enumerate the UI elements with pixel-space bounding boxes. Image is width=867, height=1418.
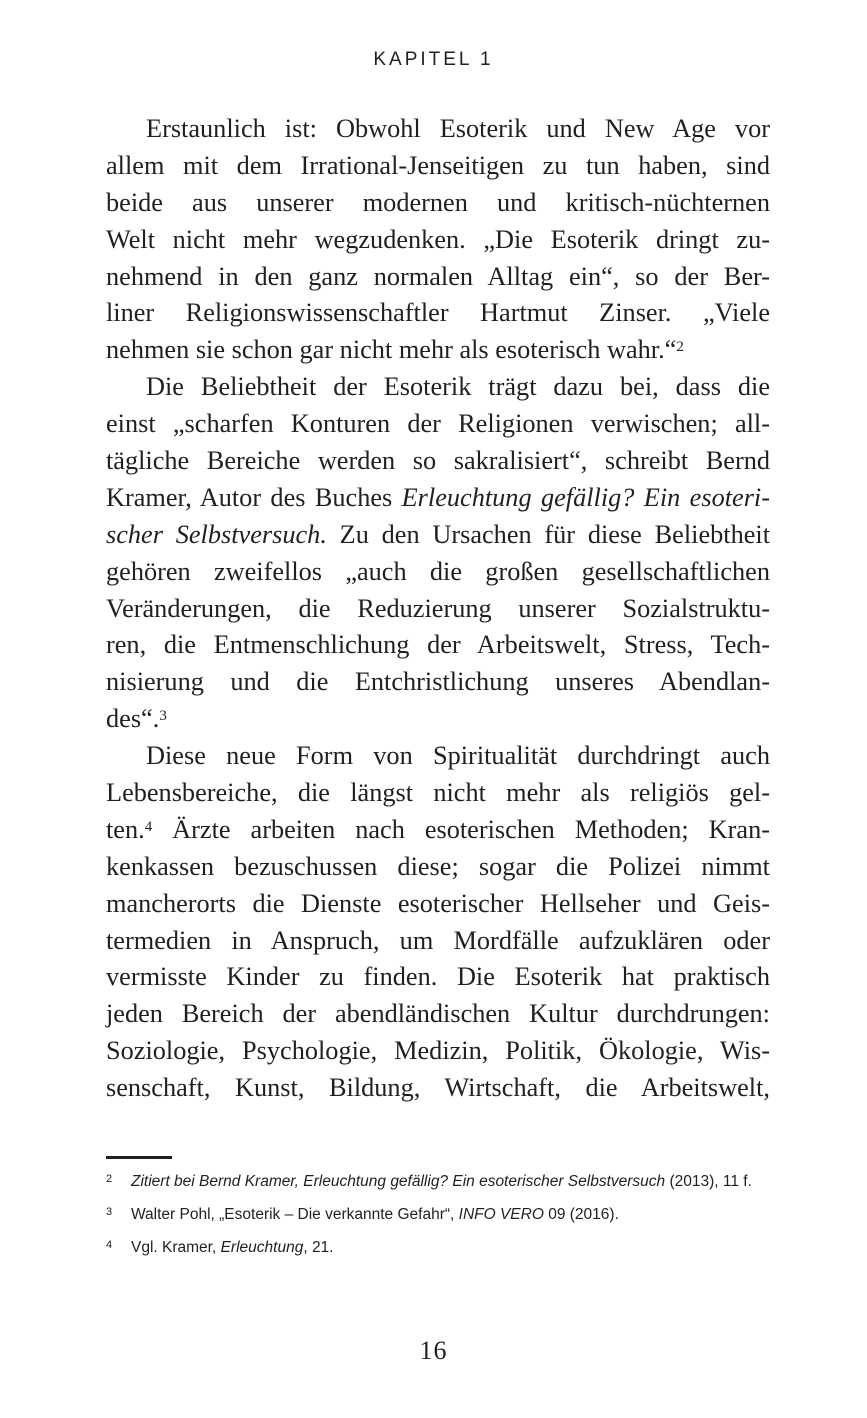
footnote-divider xyxy=(106,1156,172,1159)
text-line: ren, die Entmenschlichung der Arbeitswelt, Stress, Tech- xyxy=(106,630,770,660)
text-line: beide aus unserer modernen und kritisch-nüchternen xyxy=(106,187,770,217)
text-line: Soziologie, Psychologie, Medizin, Politik, Ökologie, Wis- xyxy=(106,1036,770,1066)
text-line: Lebensbereiche, die längst nicht mehr als religiös gel- xyxy=(106,778,770,808)
text-line: ten.$^4$ Ärzte arbeiten nach esoterischen Methoden; Kran- xyxy=(106,814,770,844)
text-line: nehmen sie schon gar nicht mehr als esoterisch wahr.“$^2$ xyxy=(106,335,684,365)
text-line: einst „scharfen Konturen der Religionen verwischen; all- xyxy=(106,409,770,439)
text-line: Welt nicht mehr wegzudenken. „Die Esoterik dringt zu- xyxy=(106,224,770,254)
text-line: kenkassen bezuschussen diese; sogar die Polizei nimmt xyxy=(106,851,770,881)
book-title: Erleuchtung gefällig? Ein esoteri- xyxy=(401,482,770,512)
text-line: nisierung und die Entchristlichung unseres Abendlan- xyxy=(106,667,770,697)
text-line: Die Beliebtheit der Esoterik trägt dazu bei, dass die xyxy=(146,372,770,402)
footnote-number: 4 xyxy=(106,1239,113,1251)
footnote xyxy=(106,1204,786,1226)
footnote-text: 09 (2016). xyxy=(543,1206,619,1223)
footnote-text: , 21. xyxy=(303,1239,334,1256)
footnote-ref: 4 xyxy=(144,818,153,835)
text-line: gehören zweifellos „auch die großen gesellschaftlichen xyxy=(106,556,770,586)
footnote-text: Walter Pohl, „Esoterik – Die verkannte Gefahr“, xyxy=(131,1206,459,1223)
footnote-text: Vgl. Kramer, xyxy=(131,1239,221,1256)
footnote-ref: 3 xyxy=(159,708,167,725)
text-line: jeden Bereich der abendländischen Kultur durchdrungen: xyxy=(106,999,770,1029)
text-line: des“.$^3$ xyxy=(106,704,167,734)
footnote xyxy=(106,1171,786,1193)
text-line: tägliche Bereiche werden so sakralisiert“, schreibt Bernd xyxy=(106,446,770,476)
footnote-number: 3 xyxy=(106,1206,113,1218)
text-line: liner Religionswissenschaftler Hartmut Zinser. „Viele xyxy=(106,298,770,328)
text-line: Kramer, Autor des Buches Erleuchtung gefällig? Ein esoteri- xyxy=(106,482,770,512)
page-number: 16 xyxy=(419,1336,448,1365)
running-header: KAPITEL 1 xyxy=(373,49,494,70)
footnote xyxy=(106,1237,786,1259)
text-line: Veränderungen, die Reduzierung unserer Sozialstruktu- xyxy=(106,593,770,623)
text-line: termedien in Anspruch, um Mordfälle aufzuklären oder xyxy=(106,925,770,955)
footnote-italic: Erleuchtung xyxy=(220,1239,304,1256)
text-line: scher Selbstversuch. Zu den Ursachen für diese Beliebtheit xyxy=(106,519,770,549)
footnote-italic: INFO VERO xyxy=(458,1206,544,1223)
text-line: senschaft, Kunst, Bildung, Wirtschaft, die Arbeitswelt, xyxy=(106,1073,770,1103)
footnote-number: 2 xyxy=(106,1173,113,1185)
text-line: mancherorts die Dienste esoterischer Hellseher und Geis- xyxy=(106,888,770,918)
footnote-text: (2013), 11 f. xyxy=(665,1173,752,1190)
text-line: nehmend in den ganz normalen Alltag ein“, so der Ber- xyxy=(106,261,770,291)
footnote-italic: Zitiert bei Bernd Kramer, Erleuchtung gefällig? Ein esoterischer Selbstversuch xyxy=(131,1173,666,1190)
footnotes xyxy=(106,1171,786,1270)
text-line: Diese neue Form von Spiritualität durchdringt auch xyxy=(146,741,770,771)
book-title: scher Selbstversuch. xyxy=(106,519,327,549)
footnote-ref: 2 xyxy=(676,339,684,356)
text-line: allem mit dem Irrational-Jenseitigen zu tun haben, sind xyxy=(106,150,770,180)
text-line: Erstaunlich ist: Obwohl Esoterik und New Age vor xyxy=(146,114,770,143)
body-text xyxy=(106,111,770,1107)
text-line: vermisste Kinder zu finden. Die Esoterik hat praktisch xyxy=(106,962,770,992)
